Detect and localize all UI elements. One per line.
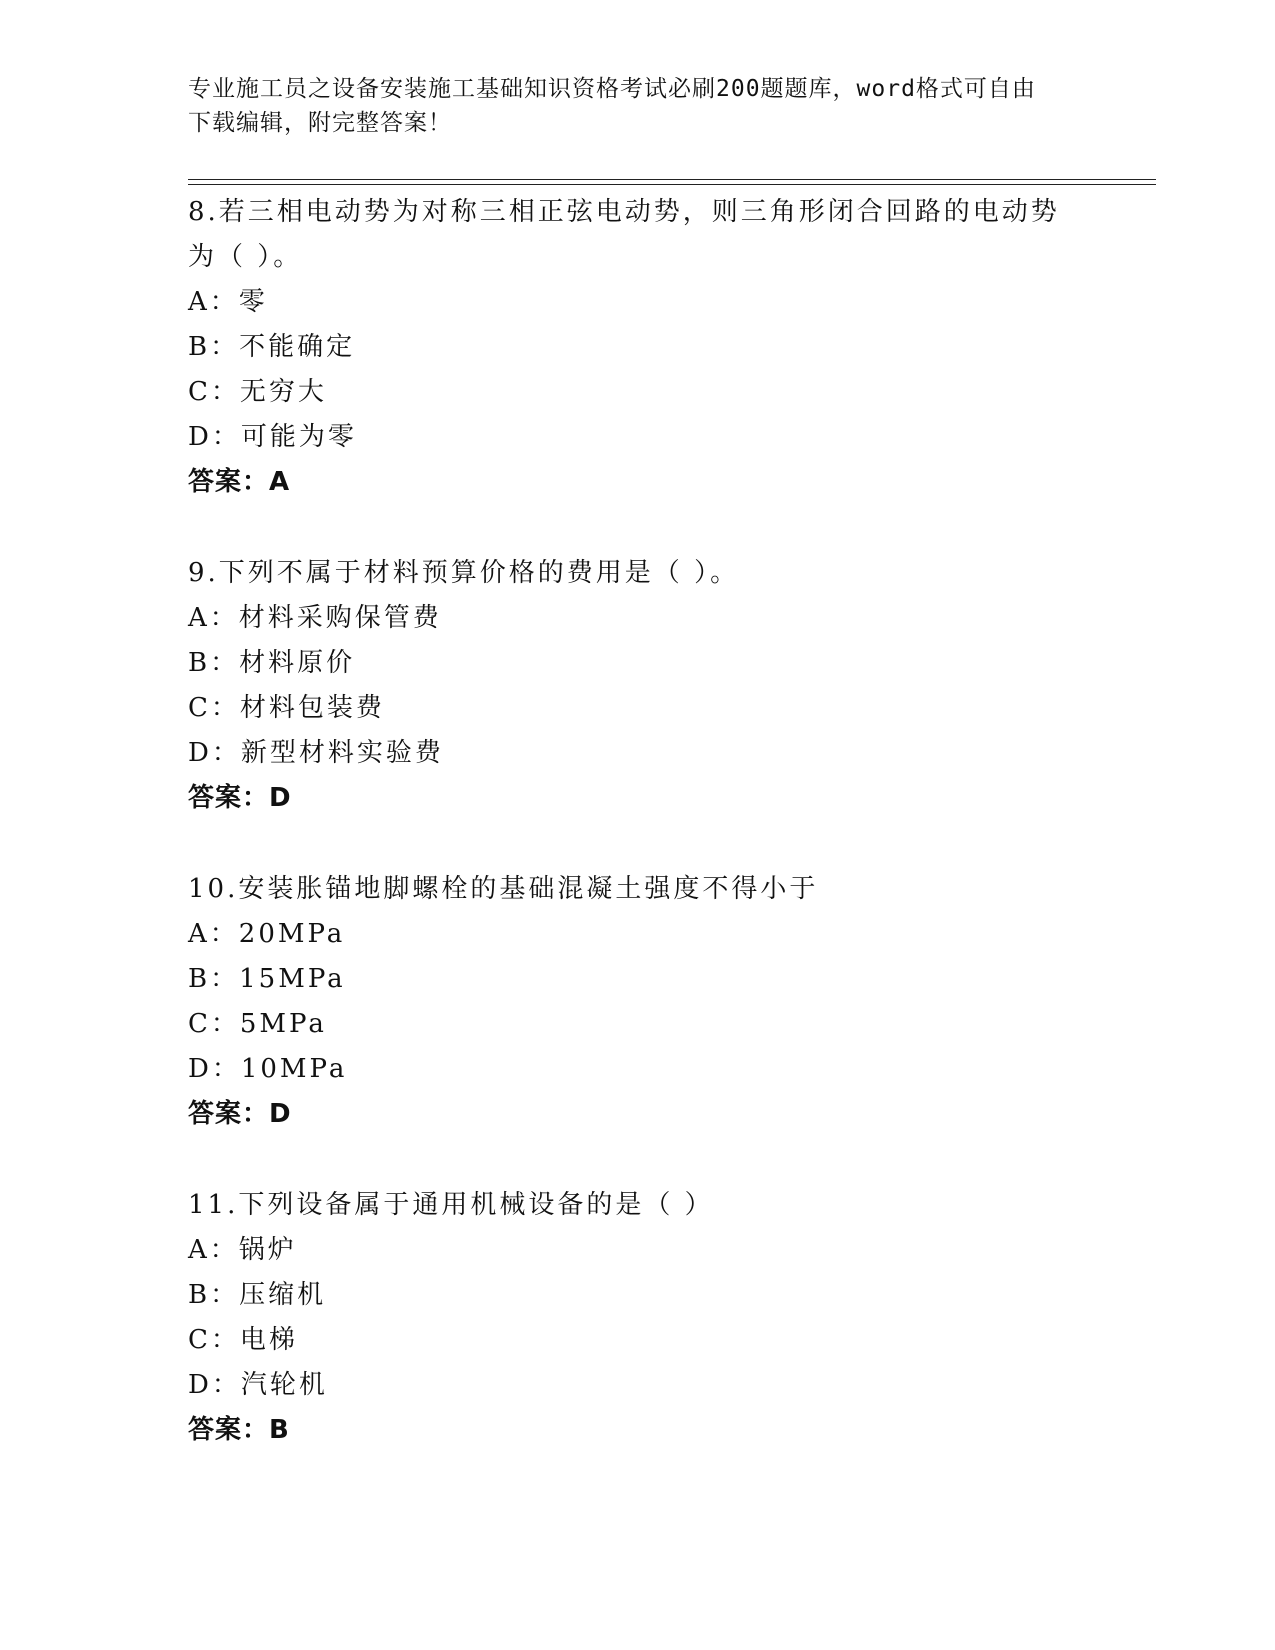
answer: 答案：A bbox=[188, 467, 291, 497]
option-a: A：锅炉 bbox=[188, 1235, 297, 1265]
question-8 bbox=[188, 190, 1088, 505]
header-divider bbox=[188, 179, 1156, 185]
question-list bbox=[188, 190, 1088, 1499]
question-text: 8.若三相电动势为对称三相正弦电动势，则三角形闭合回路的电动势 bbox=[188, 197, 1060, 227]
option-a: A：材料采购保管费 bbox=[188, 603, 442, 633]
option-c: C：5MPa bbox=[188, 1009, 327, 1039]
answer: 答案：D bbox=[188, 1099, 292, 1129]
option-b: B：材料原价 bbox=[188, 648, 356, 678]
answer: 答案：B bbox=[188, 1415, 290, 1445]
answer: 答案：D bbox=[188, 783, 292, 813]
option-b: B：不能确定 bbox=[188, 332, 356, 362]
header-line-2: 下载编辑，附完整答案！ bbox=[188, 110, 452, 136]
question-text: 10.安装胀锚地脚螺栓的基础混凝土强度不得小于 bbox=[188, 874, 819, 904]
question-10 bbox=[188, 867, 1088, 1137]
option-b: B：15MPa bbox=[188, 964, 346, 994]
option-d: D：10MPa bbox=[188, 1054, 348, 1084]
option-d: D：汽轮机 bbox=[188, 1370, 328, 1400]
option-a: A：零 bbox=[188, 287, 268, 317]
option-c: C：无穷大 bbox=[188, 377, 327, 407]
question-9 bbox=[188, 551, 1088, 821]
question-text-continued: 为（ ）。 bbox=[188, 242, 303, 272]
option-d: D：新型材料实验费 bbox=[188, 738, 444, 768]
option-c: C：材料包装费 bbox=[188, 693, 385, 723]
question-11 bbox=[188, 1183, 1088, 1453]
question-text: 11.下列设备属于通用机械设备的是（ ） bbox=[188, 1190, 714, 1220]
question-text: 9.下列不属于材料预算价格的费用是（ ）。 bbox=[188, 558, 740, 588]
option-b: B：压缩机 bbox=[188, 1280, 327, 1310]
document-header bbox=[188, 72, 1068, 140]
option-c: C：电梯 bbox=[188, 1325, 298, 1355]
option-d: D：可能为零 bbox=[188, 422, 357, 452]
option-a: A：20MPa bbox=[188, 919, 346, 949]
header-line-1: 专业施工员之设备安装施工基础知识资格考试必刷200题题库，word格式可自由 bbox=[188, 76, 1036, 102]
